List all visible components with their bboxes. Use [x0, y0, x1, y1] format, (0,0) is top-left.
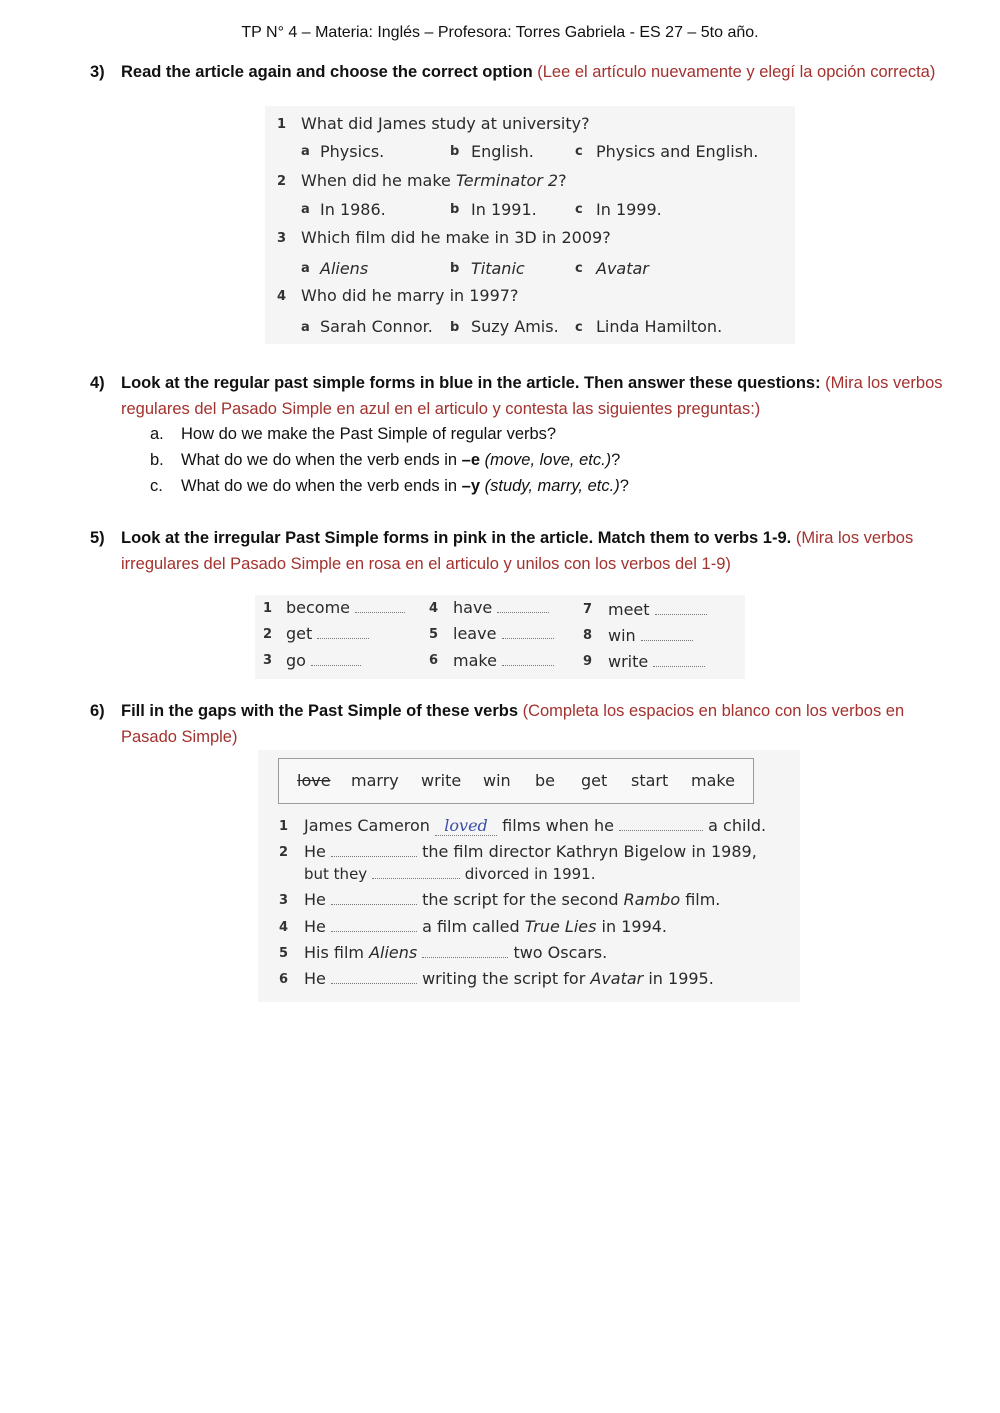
answer-gap[interactable] — [619, 816, 703, 831]
question-instruction: Fill in the gaps with the Past Simple of these verbs — [121, 702, 518, 720]
question-number: 6) — [90, 702, 105, 720]
sub-question-a: a. How do we make the Past Simple of regular verbs? — [150, 425, 557, 443]
sentence-6: He writing the script for Avatar in 1995. — [304, 969, 714, 988]
option-text: In 1999. — [596, 200, 662, 219]
option-letter: a — [301, 202, 310, 217]
word-box-item: make — [691, 771, 735, 790]
verb-number: 9 — [583, 654, 593, 669]
item-number: 2 — [277, 174, 287, 189]
multiple-choice-image — [265, 106, 795, 344]
verb-number: 7 — [583, 602, 593, 617]
sub-question-b: b. What do we do when the verb ends in –e (move, love, etc.)? — [150, 451, 621, 469]
option-text: Physics and English. — [596, 142, 759, 161]
sentence-2: He the film director Kathryn Bigelow in 1989, — [304, 842, 757, 861]
sentence-1: James Cameron loved films when he a child. — [304, 816, 767, 835]
sub-question-c: c. What do we do when the verb ends in –y (study, marry, etc.)? — [150, 477, 629, 495]
option-letter: c — [575, 320, 583, 335]
sentence-5: His film Aliens two Oscars. — [304, 943, 608, 962]
answer-gap[interactable] — [497, 598, 549, 613]
option-letter: b — [450, 261, 460, 276]
option-text: Linda Hamilton. — [596, 317, 723, 336]
verb: write — [608, 652, 705, 671]
option-letter: a — [301, 144, 310, 159]
sentence-number: 2 — [279, 845, 289, 860]
option-letter: b — [450, 202, 460, 217]
verb-number: 3 — [263, 653, 273, 668]
question-translation: (Mira los verbos irregulares del Pasado Simple en rosa en el articulo y unilos con los verbos del 1-9) — [121, 529, 914, 573]
word-box-item: be — [535, 771, 555, 790]
verb-number: 8 — [583, 628, 593, 643]
answer-gap[interactable] — [653, 652, 705, 667]
question-translation: (Mira los verbos regulares del Pasado Simple en azul en el articulo y contesta las siguientes preguntas:) — [121, 374, 943, 418]
option-letter: b — [450, 144, 460, 159]
verb: get — [286, 624, 369, 643]
question-instruction: Read the article again and choose the correct option — [121, 63, 533, 81]
answer-gap[interactable] — [655, 600, 707, 615]
answer-gap[interactable] — [331, 969, 417, 984]
question-number: 4) — [90, 374, 105, 392]
question-instruction: Look at the irregular Past Simple forms in pink in the article. Match them to verbs 1-9. — [121, 529, 792, 547]
word-box-item: marry — [351, 771, 399, 790]
option-letter: c — [575, 144, 583, 159]
sentence-number: 1 — [279, 819, 289, 834]
answer-gap[interactable] — [422, 943, 508, 958]
verb: have — [453, 598, 549, 617]
verb-number: 4 — [429, 601, 439, 616]
question-instruction: Look at the regular past simple forms in blue in the article. Then answer these questions: — [121, 374, 821, 392]
sentence-number: 4 — [279, 920, 289, 935]
sentence-number: 3 — [279, 893, 289, 908]
answer-gap[interactable] — [317, 624, 369, 639]
item-question: Who did he marry in 1997? — [301, 286, 519, 305]
item-number: 1 — [277, 117, 287, 132]
verb: become — [286, 598, 405, 617]
verb-match-image — [255, 595, 745, 679]
question-6 — [90, 698, 950, 750]
sentence-3: He the script for the second Rambo film. — [304, 890, 721, 909]
option-letter: a — [301, 320, 310, 335]
question-number: 5) — [90, 529, 105, 547]
option-text: Sarah Connor. — [320, 317, 433, 336]
word-box-item: write — [421, 771, 462, 790]
word-box — [278, 758, 754, 804]
verb-number: 1 — [263, 601, 273, 616]
verb-number: 6 — [429, 653, 439, 668]
item-question: What did James study at university? — [301, 114, 590, 133]
answer-gap[interactable] — [372, 864, 460, 879]
item-number: 3 — [277, 231, 287, 246]
word-box-item: start — [631, 771, 669, 790]
item-question: When did he make Terminator 2? — [301, 171, 567, 190]
word-box-item: love — [297, 771, 331, 790]
sentence-number: 5 — [279, 946, 289, 961]
option-text: In 1986. — [320, 200, 386, 219]
question-3 — [90, 59, 950, 85]
verb: win — [608, 626, 693, 645]
option-letter: a — [301, 261, 310, 276]
answer-gap[interactable] — [311, 651, 361, 666]
verb-number: 2 — [263, 627, 273, 642]
item-number: 4 — [277, 289, 287, 304]
verb-number: 5 — [429, 627, 439, 642]
word-box-item: get — [581, 771, 608, 790]
item-question: Which film did he make in 3D in 2009? — [301, 228, 611, 247]
question-number: 3) — [90, 63, 105, 81]
answer-gap[interactable] — [331, 842, 417, 857]
verb: go — [286, 651, 361, 670]
word-box-item: win — [483, 771, 511, 790]
option-text: Titanic — [471, 259, 525, 278]
question-5 — [90, 525, 950, 577]
sentence-number: 6 — [279, 972, 289, 987]
option-letter: c — [575, 261, 583, 276]
verb: leave — [453, 624, 554, 643]
answer-gap[interactable] — [331, 890, 417, 905]
option-text: Suzy Amis. — [471, 317, 559, 336]
answer-gap[interactable] — [331, 917, 417, 932]
fill-gaps-image — [258, 750, 800, 1002]
verb: meet — [608, 600, 707, 619]
sentence-2-continued: but they divorced in 1991. — [304, 865, 596, 883]
verb: make — [453, 651, 554, 670]
option-text: Aliens — [320, 259, 369, 278]
question-translation: (Lee el artículo nuevamente y elegí la opción correcta) — [537, 63, 936, 81]
option-letter: b — [450, 320, 460, 335]
option-text: Physics. — [320, 142, 385, 161]
sentence-4: He a film called True Lies in 1994. — [304, 917, 668, 936]
answer-gap[interactable] — [502, 651, 554, 666]
answer-gap[interactable] — [502, 624, 554, 639]
page-header: TP N° 4 – Materia: Inglés – Profesora: Torres Gabriela - ES 27 – 5to año. — [241, 24, 759, 41]
option-text: In 1991. — [471, 200, 537, 219]
option-text: English. — [471, 142, 534, 161]
answer-gap[interactable] — [641, 626, 693, 641]
option-text: Avatar — [596, 259, 649, 278]
answer-gap[interactable]: loved — [435, 816, 497, 836]
question-translation: (Completa los espacios en blanco con los verbos en Pasado Simple) — [121, 702, 905, 746]
option-letter: c — [575, 202, 583, 217]
question-4 — [90, 370, 950, 422]
answer-gap[interactable] — [355, 598, 405, 613]
